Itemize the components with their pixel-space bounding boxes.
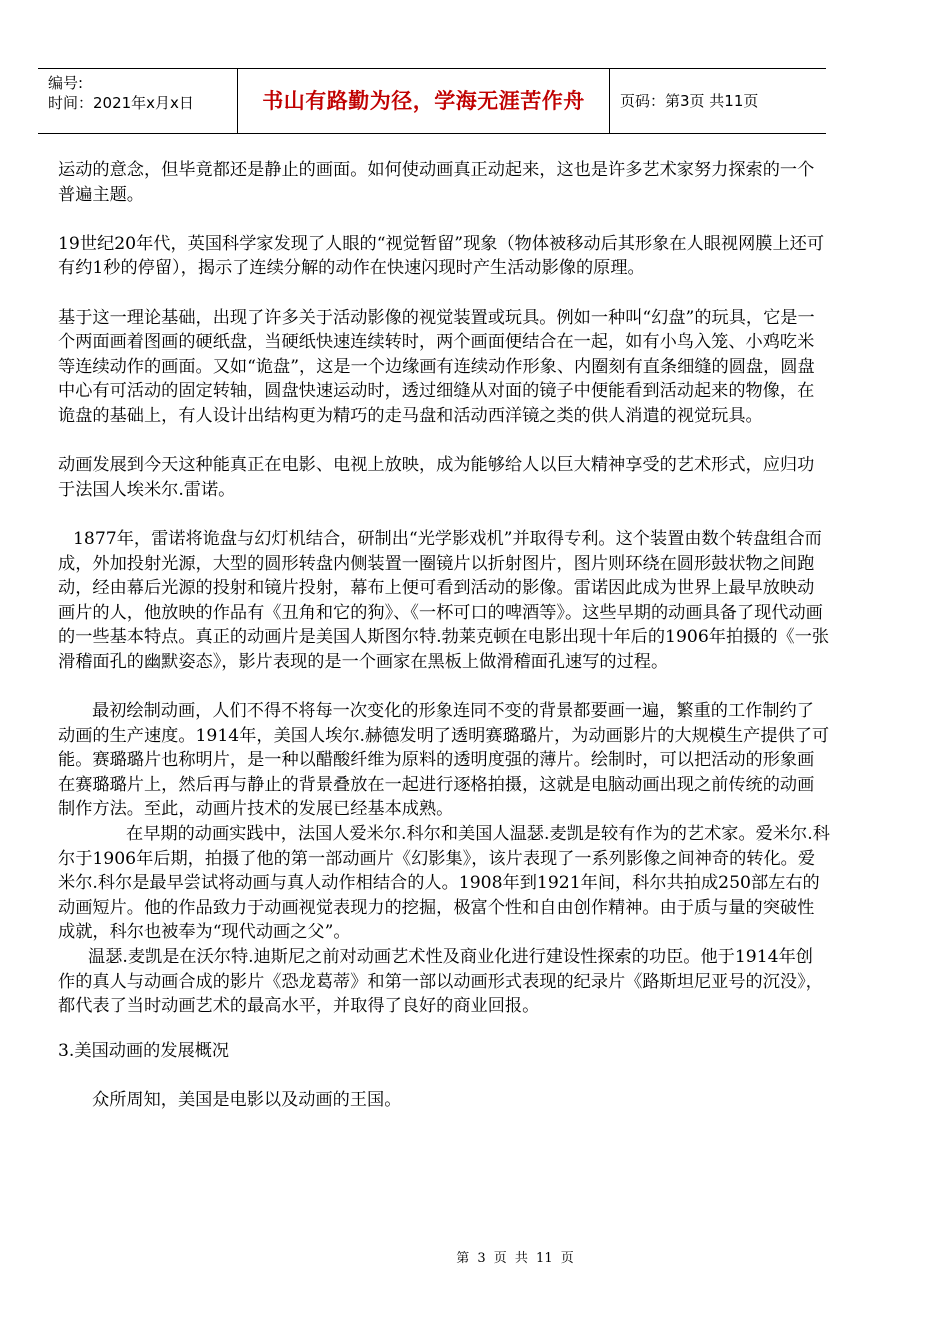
paragraph: 运动的意念，但毕竟都还是静止的画面。如何使动画真正动起来，这也是许多艺术家努力探索的一个普遍主题。 (58, 160, 815, 205)
header-info-cell (38, 69, 238, 133)
paragraph: 19世纪20年代，英国科学家发现了人眼的“视觉暂留”现象（物体被移动后其形象在人眼视网膜上还可有约1秒的停留），揭示了连续分解的动作在快速闪现时产生活动影像的原理。 (58, 233, 825, 279)
paragraph: 基于这一理论基础，出现了许多关于活动影像的视觉装置或玩具。例如一种叫“幻盘”的玩具，它是一个两面画着图画的硬纸盘，当硬纸快速连续转时，两个画面便结合在一起，如有小鸟入笼、小鸡吃米等连续动作的画面。又如“诡盘”，这是一个边缘画有连续动作形象、内圈刻有直条细缝的圆盘，圆盘中心有可活动的固定转轴，圆盘快速运动时，透过细缝从对面的镜子中便能看到活动起来的物像，在诡盘的基础上，有人设计出结构更为精巧的走马盘和活动西洋镜之类的供人消遣的视觉玩具。 (58, 307, 815, 426)
header-motto: 书山有路勤为径，学海无涯苦作舟 (238, 69, 610, 133)
paragraph: 最初绘制动画，人们不得不将每一次变化的形象连同不变的背景都要画一遍，繁重的工作制约了动画的生产速度。1914年，美国人埃尔.赫德发明了透明赛璐璐片，为动画影片的大规模生产提供了可能。赛璐璐片也称明片，是一种以醋酸纤维为原料的透明度强的薄片。绘制时，可以把活动的形象画在赛璐璐片上，然后再与静止的背景叠放在一起进行逐格拍摄，这就是电脑动画出现之前传统的动画制作方法。至此，动画片技术的发展已经基本成熟。 (58, 701, 830, 820)
paragraph: 温瑟.麦凯是在沃尔特.迪斯尼之前对动画艺术性及商业化进行建设性探索的功臣。他于1914年创作的真人与动画合成的影片《恐龙葛蒂》和第一部以动画形式表现的纪录片《路斯坦尼亚号的沉没》，都代表了当时动画艺术的最高水平，并取得了良好的商业回报。 (58, 947, 823, 1017)
header-page-label: 页码：第3页 共11页 (620, 92, 759, 110)
time-label: 时间：2021年x月x日 (48, 94, 194, 112)
section-heading: 3.美国动画的发展概况 (58, 1040, 230, 1061)
page-header (38, 68, 826, 134)
paragraph: 动画发展到今天这种能真正在电影、电视上放映，成为能够给人以巨大精神享受的艺术形式，应归功于法国人埃米尔.雷诺。 (58, 455, 815, 500)
page-footer: 第 3 页 共 11 页 (456, 1251, 574, 1266)
paragraph: 1877年，雷诺将诡盘与幻灯机结合，研制出“光学影戏机”并取得专利。这个装置由数个转盘组合而成，外加投射光源，大型的圆形转盘内侧装置一圈镜片以折射图片，图片则环绕在圆形鼓状物之间跑动，经由幕后光源的投射和镜片投射，幕布上便可看到活动的影像。雷诺因此成为世界上最早放映动画片的人，他放映的作品有《丑角和它的狗》、《一杯可口的啤酒等》。这些早期的动画具备了现代动画的一些基本特点。真正的动画片是美国人斯图尔特.勃莱克顿在电影出现十年后的1906年拍摄的《一张滑稽面孔的幽默姿态》，影片表现的是一个画家在黑板上做滑稽面孔速写的过程。 (58, 528, 830, 672)
paragraph: 在早期的动画实践中，法国人爱米尔.科尔和美国人温瑟.麦凯是较有作为的艺术家。爱米尔.科尔于1906年后期，拍摄了他的第一部动画片《幻影集》，该片表现了一系列影像之间神奇的转化。爱米尔.科尔是最早尝试将动画与真人动作相结合的人。1908年到1921年间，科尔共拍成250部左右的动画短片。他的作品致力于动画视觉表现力的挖掘，极富个性和自由创作精神。由于质与量的突破性成就，科尔也被奉为“现代动画之父”。 (58, 824, 830, 943)
number-label: 编号: (48, 74, 84, 92)
document-body (58, 158, 830, 1113)
paragraph: 众所周知，美国是电影以及动画的王国。 (92, 1089, 402, 1110)
